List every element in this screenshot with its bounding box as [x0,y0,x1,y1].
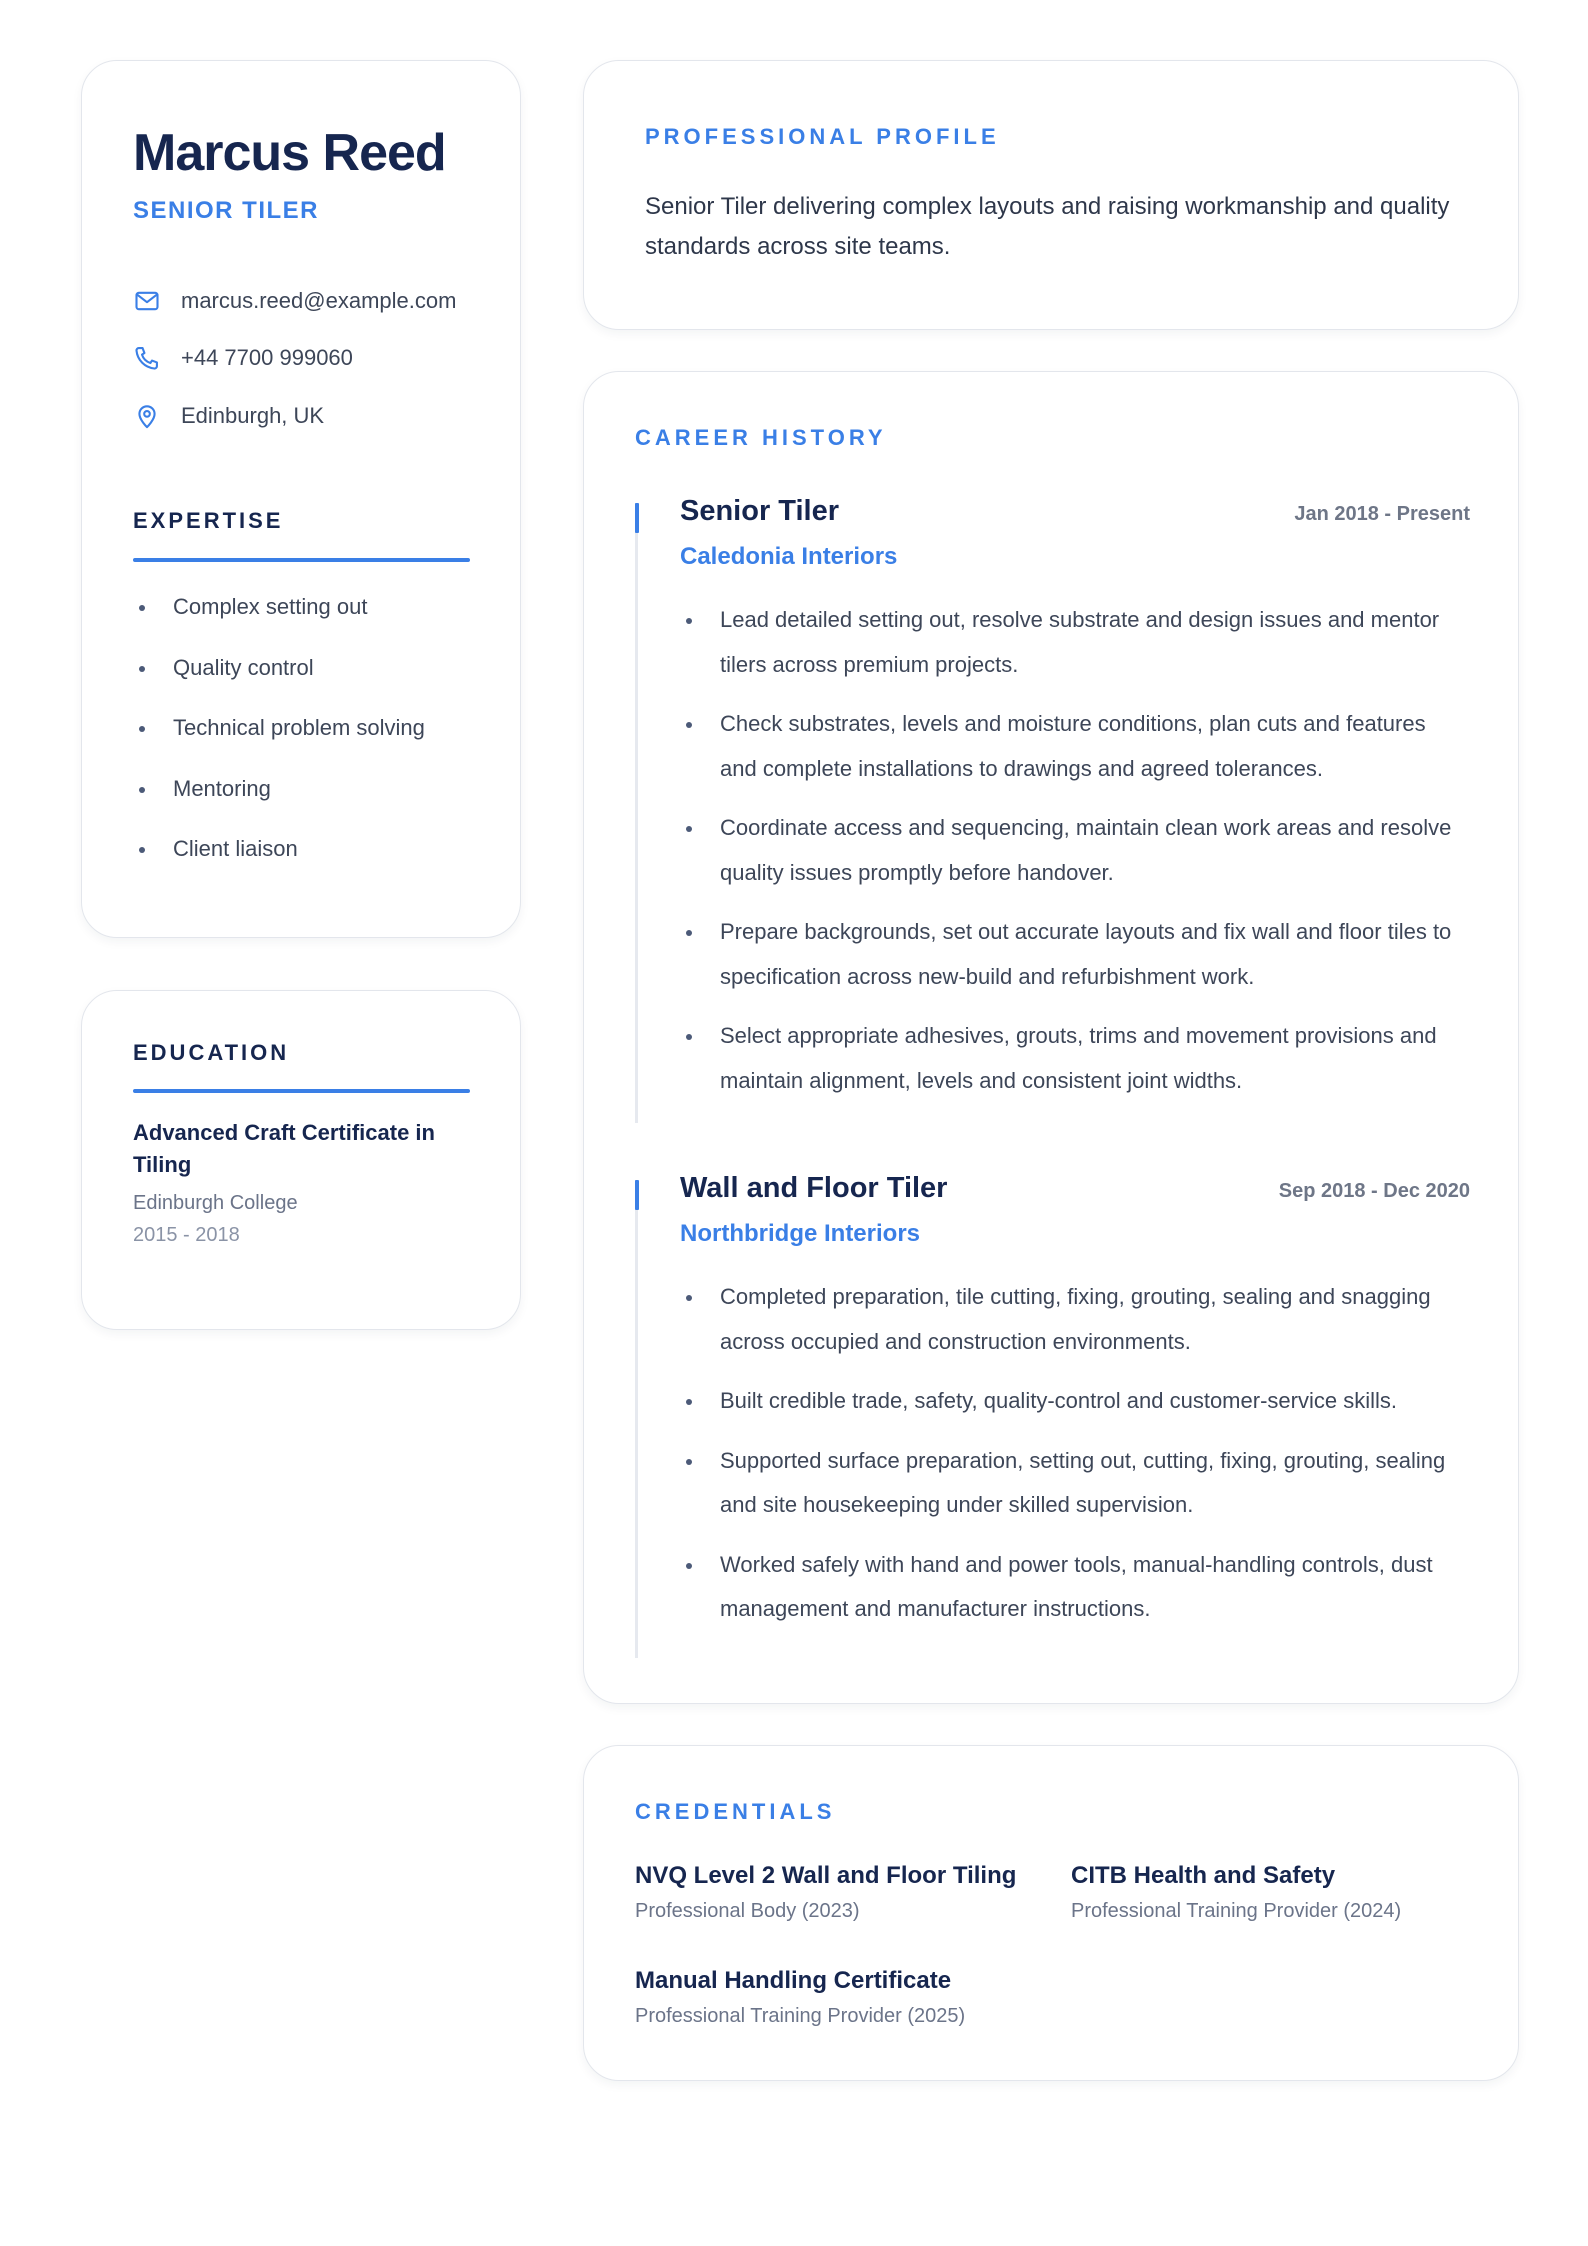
job-dates: Sep 2018 - Dec 2020 [1278,1180,1470,1202]
contact-location-text: Edinburgh, UK [181,403,325,428]
expertise-item: Technical problem solving [133,710,470,771]
location-pin-icon [133,402,161,430]
expertise-item: Mentoring [133,771,470,832]
job-bullet: Check substrates, levels and moisture conditions, plan cuts and features and complete installations to drawings and agreed tolerances. [680,702,1465,791]
job-bullets [680,1275,1465,1647]
contact-phone-text: +44 7700 999060 [181,345,353,370]
job-company: Caledonia Interiors [680,543,898,570]
education-degree: Advanced Craft Certificate in Tiling [133,1120,435,1177]
credentials-heading: CREDENTIALS [635,1799,836,1824]
job-entry [635,495,1470,1123]
job-bullet: Prepare backgrounds, set out accurate layouts and fix wall and floor tiles to specification across new-build and refurbishment work. [680,910,1465,999]
job-bullet: Completed preparation, tile cutting, fixing, grouting, sealing and snagging across occupied and construction environments. [680,1275,1465,1364]
profile-summary: Senior Tiler delivering complex layouts and raising workmanship and quality standards across site teams. [645,193,1450,260]
candidate-name: Marcus Reed [133,124,446,182]
contact-location [133,402,324,430]
career-heading: CAREER HISTORY [635,425,887,450]
credential-name: CITB Health and Safety [1071,1862,1336,1889]
candidate-role: SENIOR TILER [133,197,320,224]
expertise-divider [133,558,470,562]
expertise-heading: EXPERTISE [133,508,284,533]
job-timeline-marker [635,1180,639,1210]
job-bullet: Built credible trade, safety, quality-control and customer-service skills. [680,1379,1465,1424]
credential-name: NVQ Level 2 Wall and Floor Tiling [635,1862,1017,1889]
credential-item [635,1862,1055,1923]
job-entry [635,1172,1470,1658]
job-bullets [680,598,1465,1118]
identity-card [81,60,521,938]
credential-item [1071,1862,1491,1923]
education-card [81,990,521,1330]
expertise-list [133,589,470,892]
expertise-item: Quality control [133,650,470,711]
job-timeline-line [635,1180,638,1658]
credential-issuer: Professional Training Provider (2024) [1071,1900,1402,1922]
job-bullet: Worked safely with hand and power tools, manual-handling controls, dust management and manufacturer instructions. [680,1543,1465,1632]
credential-item [635,1967,1055,2028]
job-bullet: Coordinate access and sequencing, maintain clean work areas and resolve quality issues promptly before handover. [680,806,1465,895]
job-timeline-line [635,503,638,1123]
job-bullet: Supported surface preparation, setting out, cutting, fixing, grouting, sealing and site housekeeping under skilled supervision. [680,1439,1465,1528]
education-divider [133,1089,470,1093]
job-bullet: Lead detailed setting out, resolve substrate and design issues and mentor tilers across premium projects. [680,598,1465,687]
mail-icon [133,287,161,315]
contact-phone[interactable] [133,344,353,372]
contact-email-text: marcus.reed@example.com [181,288,457,313]
education-years: 2015 - 2018 [133,1224,240,1246]
education-heading: EDUCATION [133,1040,290,1065]
job-dates: Jan 2018 - Present [1294,503,1470,525]
phone-icon [133,344,161,372]
job-bullet: Select appropriate adhesives, grouts, trims and movement provisions and maintain alignment, levels and consistent joint widths. [680,1014,1465,1103]
job-title: Senior Tiler [680,495,840,527]
credential-name: Manual Handling Certificate [635,1967,952,1994]
expertise-item: Client liaison [133,831,470,892]
credentials-card [583,1745,1519,2081]
job-title: Wall and Floor Tiler [680,1172,948,1204]
contact-email[interactable] [133,287,456,315]
profile-card [583,60,1519,330]
job-company: Northbridge Interiors [680,1220,921,1247]
education-school: Edinburgh College [133,1192,298,1214]
career-card [583,371,1519,1704]
credential-issuer: Professional Body (2023) [635,1900,860,1922]
job-timeline-marker [635,503,639,533]
credential-issuer: Professional Training Provider (2025) [635,2005,966,2027]
expertise-item: Complex setting out [133,589,470,650]
profile-heading: PROFESSIONAL PROFILE [645,124,1000,149]
